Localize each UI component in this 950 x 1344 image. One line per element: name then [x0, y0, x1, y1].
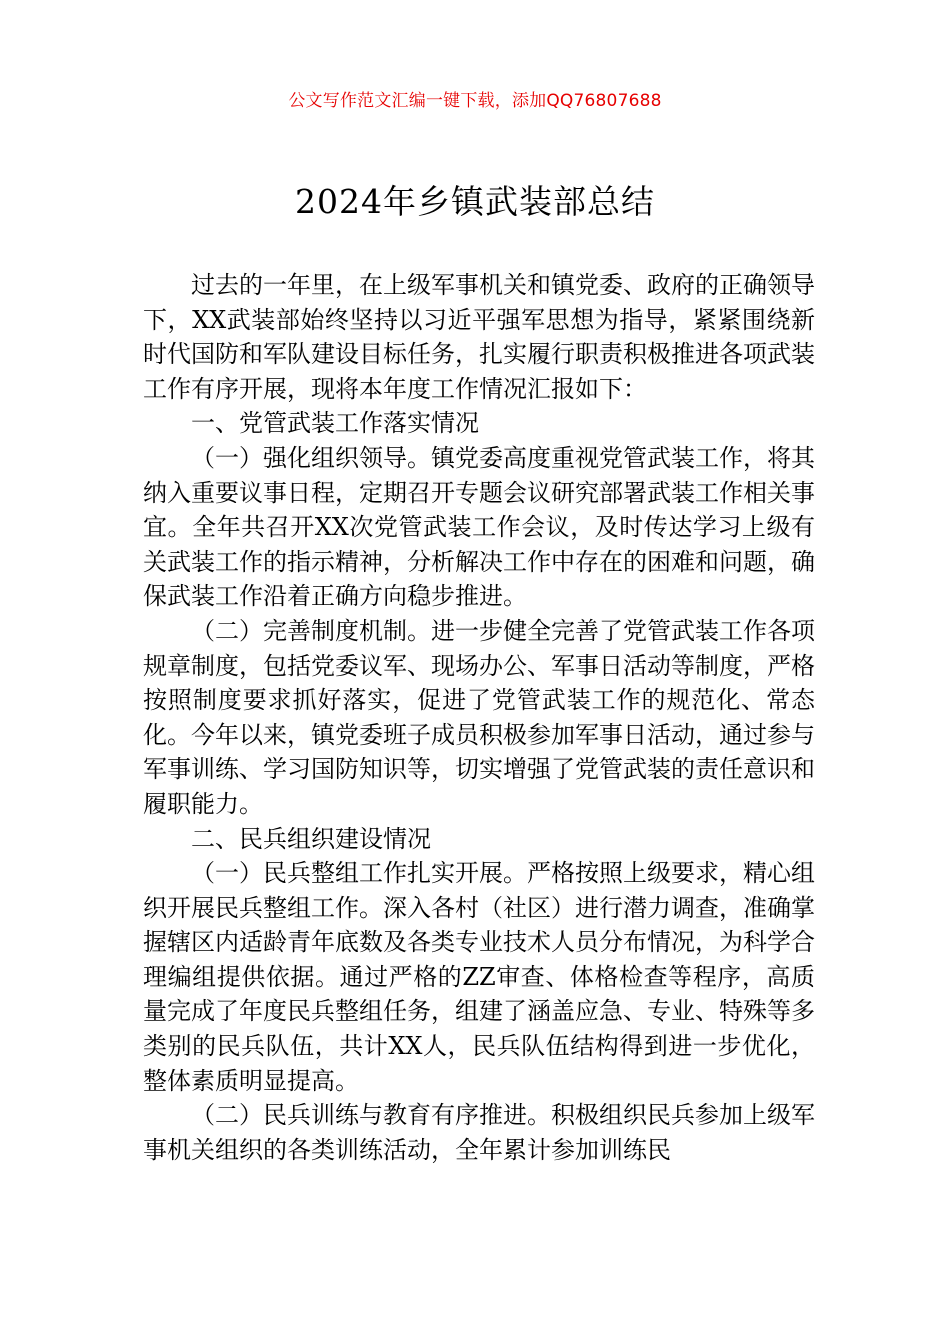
- section-heading-2: 二、民兵组织建设情况: [191, 824, 431, 853]
- document-body: [143, 268, 815, 1167]
- paragraph-2-2: （二）民兵训练与教育有序推进。积极组织民兵参加上级军事机关组织的各类训练活动，全年累计参加训练民: [143, 1101, 815, 1164]
- paragraph-2-1: （一）民兵整组工作扎实开展。严格按照上级要求，精心组织开展民兵整组工作。深入各村（社区）进行潜力调查，准确掌握辖区内适龄青年底数及各类专业技术人员分布情况，为科学合理编组提供依据。通过严格的ZZ审查、体格检查等程序，高质量完成了年度民兵整组任务，组建了涵盖应急、专业、特殊等多类别的民兵队伍，共计XX人，民兵队伍结构得到进一步优化，整体素质明显提高。: [143, 859, 815, 1095]
- paragraph-1-1: （一）强化组织领导。镇党委高度重视党管武装工作，将其纳入重要议事日程，定期召开专题会议研究部署武装工作相关事宜。全年共召开XX次党管武装工作会议，及时传达学习上级有关武装工作的指示精神，分析解决工作中存在的困难和问题，确保武装工作沿着正确方向稳步推进。: [143, 443, 815, 611]
- paragraph-1-2: （二）完善制度机制。进一步健全完善了党管武装工作各项规章制度，包括党委议军、现场办公、军事日活动等制度，严格按照制度要求抓好落实，促进了党管武装工作的规范化、常态化。今年以来，镇党委班子成员积极参加军事日活动，通过参与军事训练、学习国防知识等，切实增强了党管武装的责任意识和履职能力。: [143, 616, 815, 818]
- document-title: 2024年乡镇武装部总结: [295, 182, 655, 221]
- header-note: 公文写作范文汇编一键下载，添加QQ76807688: [288, 91, 662, 111]
- section-heading-1: 一、党管武装工作落实情况: [191, 409, 479, 438]
- intro-paragraph: 过去的一年里，在上级军事机关和镇党委、政府的正确领导下，XX武装部始终坚持以习近平强军思想为指导，紧紧围绕新时代国防和军队建设目标任务，扎实履行职责积极推进各项武装工作有序开展，现将本年度工作情况汇报如下：: [143, 271, 815, 403]
